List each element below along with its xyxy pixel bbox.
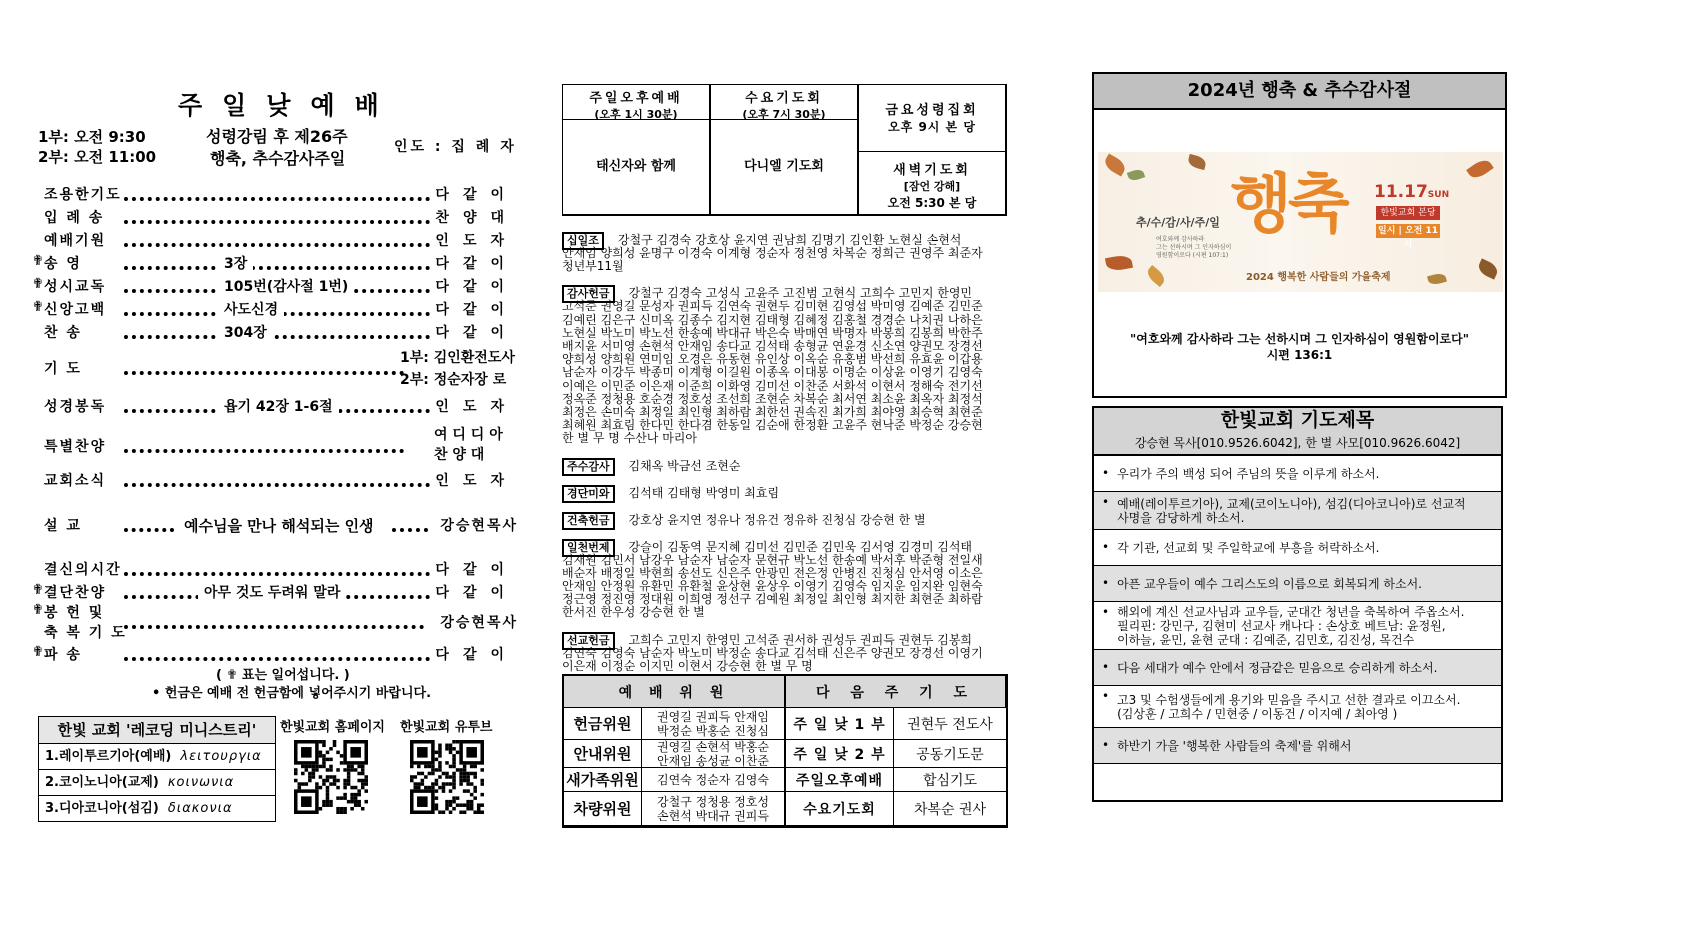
order-detail: 105번(감사절 1번): [218, 276, 354, 296]
stand-icon: ✟: [32, 644, 44, 660]
committee-names: [642, 740, 786, 768]
offering-tag: 주수감사: [562, 458, 615, 476]
committee-name-line: 박정순 박홍순 진청심: [657, 723, 769, 738]
wednesday-header: 수요기도회 (오후 7시 30분): [710, 84, 858, 120]
prayer-person: 권현두 전도사: [894, 708, 1006, 740]
occasion-line-2: 행축, 추수감사주일: [210, 149, 346, 168]
offering-line: [562, 512, 1007, 530]
offering-tag: 경단미와: [562, 485, 615, 503]
offering-names: 노현실 박노미 박노선 한송예 박대규 박은숙 박매연 박명자 박봉희 김봉희 박한주: [562, 325, 983, 340]
committee-names: [642, 792, 786, 826]
sunday-pm-body: 태신자와 함께: [562, 119, 710, 215]
prayer-line: 아픈 교우들이 예수 그리스도의 이름으로 회복되게 하소서.: [1117, 576, 1422, 591]
order-label: 송 영: [44, 256, 82, 272]
order-row-offering: [32, 602, 518, 641]
offering-names: 김재원 김민서 남강우 남순자 남순자 문현규 박노선 한송예 박서후 박준형 전일새: [562, 552, 983, 567]
order-label: 교회소식: [44, 473, 107, 489]
festival-column: [1092, 72, 1507, 832]
prayer-slot: 주 일 낮 2 부: [786, 740, 894, 768]
offering-names: 최혜원 최효림 한다민 한다겸 한동일 김순애 한정환 고윤주 현낙준 박정순 강승현: [562, 418, 983, 433]
order-responsible: 다같이: [431, 582, 518, 602]
offering-line: [562, 432, 1007, 445]
offering-names: 김예린 김은구 신미옥 김종수 김지현 김태형 김혜정 김홍철 경경순 나치권 나하은: [562, 312, 983, 327]
youtube-qr-label: 한빛교회 유투브: [400, 720, 493, 735]
committee-names: [642, 768, 786, 792]
bullet-icon: •: [1102, 660, 1110, 674]
prayer-slot: 수요기도회: [786, 792, 894, 826]
order-label: 결단찬양: [44, 585, 107, 601]
prayer-2: 2부: 정순자장 로: [400, 372, 507, 388]
offering-note: • 헌금은 예배 전 헌금함에 넣어주시기 바랍니다.: [152, 686, 432, 701]
banner-left-text: 추/수/감/사/주/일: [1136, 216, 1220, 229]
prayer-line: 이하늘, 윤민, 윤현 군대 : 김예준, 김민호, 김진성, 목건수: [1117, 632, 1415, 647]
banner-subtitle: 2024 행복한 사람들의 가을축제: [1246, 272, 1391, 283]
committee-left-header: 예 배 위 원: [564, 676, 786, 708]
order-detail: 304장: [218, 322, 273, 342]
dotted-leader: [124, 331, 430, 339]
order-row: [32, 299, 518, 321]
offering-line: [562, 660, 1007, 673]
stand-icon: ✟: [32, 602, 44, 618]
offering-names: 정옥준 정청용 호순경 정호성 조선희 조현순 차복순 최서연 최소윤 최옥자 최정석: [562, 391, 983, 406]
offering-names: 고희수 고민지 한영민 고석준 권서하 권성두 권피득 권현두 김봉희: [628, 632, 973, 647]
committee-name-line: 김연숙 정순자 김영숙: [657, 772, 769, 787]
order-row: [38, 322, 518, 344]
committee-name-line: 권영길 손현석 박홍순: [657, 739, 769, 754]
order-label: 설 교: [44, 518, 82, 534]
dotted-leader: [124, 621, 424, 629]
wednesday-body: 다니엘 기도회: [710, 119, 858, 215]
prayer-item: [1094, 686, 1501, 728]
order-label: 찬 송: [44, 325, 82, 341]
order-row: [32, 276, 518, 298]
bullet-icon: •: [1102, 689, 1110, 703]
offering-tag: 십일조: [562, 232, 604, 250]
banner-small-2: 그는 선하시며 그 인자하심이: [1156, 244, 1232, 251]
prayer-item: [1094, 566, 1501, 602]
dotted-leader: [392, 524, 428, 532]
committee-names: [642, 708, 786, 740]
offering-names: 남순자 이강두 박종미 이계형 이길원 이종옥 이대봉 이명순 이상윤 이영기 김영숙: [562, 365, 983, 380]
committee-role: 안내위원: [564, 740, 642, 768]
prayer-contact: 강승현 목사[010.9526.6042], 한 별 사모[010.9626.6042]: [1094, 432, 1501, 456]
festival-banner: [1098, 152, 1503, 292]
special-2: 찬 양 대: [434, 447, 485, 463]
prayer-item: [1094, 650, 1501, 686]
order-responsible: 다같이: [431, 644, 518, 664]
worship-column: [32, 80, 518, 910]
youtube-qr-code[interactable]: [410, 740, 484, 814]
prayer-line: 각 기관, 선교회 및 주일학교에 부흥을 허락하소서.: [1117, 540, 1380, 555]
prayer-person: 공동기도문: [894, 740, 1006, 768]
offering-names: 강철구 김경숙 강호상 윤지연 권남희 김명기 김인환 노현실 손현석: [617, 233, 962, 247]
offering-tag: 선교헌금: [562, 632, 615, 650]
offering-names: 배순자 배정일 박현희 송선도 신은주 안광민 전은정 안병진 진청심 안서영 이소은: [562, 565, 983, 580]
dotted-leader: [124, 524, 174, 532]
offering-tag: 감사헌금: [562, 285, 615, 303]
stand-icon: ✟: [32, 253, 44, 269]
order-label: 성시교독: [44, 279, 107, 295]
dotted-leader: [124, 193, 430, 201]
service-2-time: 2부: 오전 11:00: [38, 148, 157, 166]
prayer-line: 해외에 계신 선교사님과 교우들, 군대간 청년을 축복하여 주옵소서.: [1117, 604, 1465, 619]
bullet-icon: •: [1102, 540, 1110, 554]
order-label: 결신의시간: [44, 562, 122, 578]
order-responsible: 인도자: [431, 396, 518, 416]
order-row: [38, 207, 518, 229]
offering-names: 김연숙 김영숙 남순자 박노미 박정순 송다교 김석태 신은주 양권모 장경선 이영기: [562, 645, 983, 660]
dotted-leader: [124, 239, 430, 247]
order-label: 조용한기도: [44, 187, 122, 203]
dotted-leader: [124, 367, 404, 375]
service-1-time: 1부: 오전 9:30: [38, 128, 146, 146]
dotted-leader: [124, 653, 430, 661]
prayer-line: 하반기 가을 '행복한 사람들의 축제'를 위해서: [1117, 738, 1352, 753]
order-row: [32, 253, 518, 275]
order-responsible: 다같이: [431, 559, 518, 579]
order-row: [38, 470, 518, 492]
prayer-person: 차복순 권사: [894, 792, 1006, 826]
offering-names: 안재임 안정원 유환민 유환철 윤상현 윤상우 이영기 김영숙 임지운 임지완 임현숙: [562, 579, 983, 593]
offering-line: [562, 247, 1007, 260]
stand-note: ( ✟ 표는 일어섭니다. ): [216, 668, 350, 683]
order-responsible: 다같이: [431, 184, 518, 204]
offering-line: [562, 485, 1007, 503]
order-label: 축 복 기 도: [44, 625, 127, 641]
prayer-slot: 주일오후예배: [786, 768, 894, 792]
order-row: [38, 184, 518, 206]
offering-names: 한 별 무 명 수산나 마리아: [562, 431, 697, 446]
recording-item: 2.코이노니아(교제) κοινωνια: [39, 770, 275, 796]
order-row-prayer: [38, 350, 518, 388]
banner-big-text: 행축: [1230, 167, 1346, 242]
recording-title: 한빛 교회 '레코딩 미니스트리': [39, 717, 275, 744]
offering-line: [562, 458, 1007, 476]
bullet-icon: •: [1102, 738, 1110, 752]
offering-names: 이예은 이민준 이은재 이준희 이화영 김미선 이찬준 서화석 이현서 정해숙 전기선: [562, 378, 983, 393]
prayer-slot: 주 일 낮 1 부: [786, 708, 894, 740]
order-responsible: 다같이: [431, 253, 518, 273]
offering-tag: 건축헌금: [562, 512, 615, 530]
friday-cell: 금요성령집회 오후 9시 본 당: [858, 84, 1006, 152]
committee-name-line: 안재임 송성균 이찬준: [657, 753, 769, 768]
prayer-line: 고3 및 수험생들에게 용기와 믿음을 주시고 선한 결과로 이끄소서.: [1117, 692, 1461, 707]
offering-names: 안재임 양희성 윤명구 이경숙 이계형 정순자 정천영 차복순 정희근 권영주 최준자: [562, 246, 983, 260]
order-label: 신앙고백: [44, 302, 107, 318]
worship-title: 주일낮예배: [178, 91, 399, 120]
bullet-icon: •: [1102, 466, 1110, 480]
banner-small-3: 영원함이로다 (시편 107:1): [1156, 252, 1229, 259]
bullet-icon: •: [1102, 495, 1110, 509]
dawn-prayer-cell: 새벽기도회 [잠언 강해] 오전 5:30 본 당: [858, 151, 1006, 215]
order-row: [32, 582, 518, 604]
dotted-leader: [124, 262, 430, 270]
prayer-item: [1094, 456, 1501, 492]
occasion-line-1: 성령강림 후 제26주: [206, 127, 348, 146]
order-detail: 예수님을 만나 해석되는 인생: [178, 515, 380, 536]
prayer-item: [1094, 530, 1501, 566]
order-row: [38, 396, 518, 418]
committee-name-line: 권영길 권피득 안재임: [657, 709, 769, 724]
offering-names: 강슬이 김동역 문지혜 김미선 김민준 김민욱 김서영 김경미 김석태: [628, 539, 973, 554]
offering-names: 한서진 한우성 강승현 한 별: [562, 605, 705, 620]
order-row: [38, 230, 518, 252]
order-detail: 사도신경: [218, 299, 284, 319]
prayer-line: 사명을 감당하게 하소서.: [1117, 510, 1245, 525]
order-responsible: 다같이: [431, 322, 518, 342]
banner-place: 한빛교회 본당: [1376, 206, 1440, 220]
committee-name-line: 손현석 박대규 권피득: [657, 808, 769, 823]
banner-time: 일시 | 오전 11시: [1378, 226, 1438, 250]
recording-item: 1.레이투르기아(예배) λειτουργια: [39, 744, 275, 770]
offering-names: 양희성 양희원 연미임 오경은 유동현 유인상 이옥순 유홍범 박선희 유효윤 이갑용: [562, 352, 983, 367]
sunday-pm-header: 주일오후예배 (오후 1시 30분): [562, 84, 710, 120]
bullet-icon: •: [1102, 576, 1110, 590]
offering-tag: 일천번제: [562, 539, 615, 557]
prayer-line: 필리핀: 강민구, 김현미 선교사 캐나다 : 손상호 베트남: 윤정원,: [1117, 618, 1446, 633]
recording-item: 3.디아코니아(섬김) διακονια: [45, 801, 233, 816]
stand-icon: ✟: [32, 276, 44, 292]
prayer-item: [1094, 728, 1501, 764]
offering-names: 강호상 윤지연 정유나 정유건 정유하 진청심 강승현 한 별: [628, 512, 926, 527]
offering-pastor: 강승현목사: [440, 615, 518, 631]
festival-verse-ref: 시편 136:1: [1266, 348, 1333, 362]
offering-names: 강철구 김경숙 고성식 고윤주 고진범 고현식 고희수 고민지 한영민: [628, 286, 973, 301]
order-label: 성경봉독: [44, 399, 107, 415]
order-responsible: 인도자: [431, 470, 518, 490]
offering-names: 최정은 손미숙 최정일 최인형 최하람 최한선 권속진 최가희 최야영 최승혁 최현준: [562, 405, 983, 419]
homepage-qr-label: 한빛교회 홈페이지: [280, 720, 385, 735]
dotted-leader: [124, 479, 430, 487]
leader-label: 인도 : 집 례 자: [394, 139, 517, 155]
offering-names: 김석태 김태형 박영미 최효림: [628, 485, 780, 500]
festival-box: [1092, 72, 1507, 398]
dotted-leader: [124, 568, 430, 576]
order-label: 예배기원: [44, 233, 107, 249]
prayer-line: 다음 세대가 예수 안에서 정금같은 믿음으로 승리하게 하소서.: [1117, 660, 1438, 675]
offering-column: [562, 84, 1012, 914]
stand-icon: ✟: [32, 299, 44, 315]
offering-names: 이은재 이정순 이지민 이현서 강승현 한 별 무 명: [562, 658, 813, 673]
prayer-topics-box: [1092, 406, 1503, 802]
order-responsible: 찬양대: [431, 207, 518, 227]
offering-names: 김채옥 박금선 조현순: [628, 458, 741, 473]
stand-icon: ✟: [32, 582, 44, 598]
order-label: 특별찬양: [44, 439, 107, 455]
offering-line: [562, 606, 1007, 619]
sermon-preacher: 강승현목사: [440, 518, 518, 534]
order-detail: 3장: [218, 253, 253, 273]
order-detail: 아무 것도 두려워 말라: [198, 582, 346, 602]
festival-verse: "여호와께 감사하라 그는 선하시며 그 인자하심이 영원함이로다": [1130, 332, 1469, 346]
dotted-leader: [124, 445, 404, 453]
homepage-qr-code[interactable]: [294, 740, 368, 814]
offering-names: 배지윤 서미영 손현석 안재임 송다교 김석태 송형균 연윤경 신소연 양권모 장경선: [562, 339, 983, 353]
banner-date: 11.17SUN: [1374, 182, 1450, 202]
prayer-item: [1094, 602, 1501, 650]
festival-title: 2024년 행축 & 추수감사절: [1094, 74, 1505, 110]
order-responsible: 인도자: [431, 230, 518, 250]
order-row: [38, 559, 518, 581]
prayer-line: 우리가 주의 백성 되어 주님의 뜻을 이루게 하소서.: [1117, 466, 1380, 481]
offering-names: 청년부11월: [562, 259, 624, 274]
banner-small-1: 여호와께 감사하라: [1156, 236, 1205, 243]
order-row: [32, 644, 518, 666]
order-label: 파 송: [44, 647, 82, 663]
order-responsible: 다같이: [431, 276, 518, 296]
prayer-line: (김상훈 / 고희수 / 민현중 / 이동건 / 이지예 / 최아영 ): [1117, 706, 1398, 721]
prayer-1: 1부: 김인환전도사: [400, 350, 515, 366]
offering-names: 정근영 정진영 정대원 이희영 정선구 김예원 최정일 최인형 최지한 최현준 최하람: [562, 592, 983, 607]
order-label: 입 례 송: [44, 210, 105, 226]
order-row-special: [38, 427, 518, 463]
committee-role: 새가족위원: [564, 768, 642, 792]
offering-line: [562, 260, 1007, 273]
offering-names: 고석준 권영길 문성자 권피득 김연숙 권현두 김미현 김영섭 박미영 김예준 김민준: [562, 299, 983, 314]
prayer-person: 합심기도: [894, 768, 1006, 792]
order-responsible: 다같이: [431, 299, 518, 319]
recording-ministry-box: [38, 716, 276, 822]
committee-table: [562, 674, 1008, 828]
bullet-icon: •: [1102, 605, 1110, 619]
committee-role: 차량위원: [564, 792, 642, 826]
order-label: 기 도: [44, 361, 82, 377]
prayer-item: [1094, 492, 1501, 530]
committee-name-line: 강철구 정청용 정호성: [657, 794, 769, 809]
dotted-leader: [124, 216, 430, 224]
committee-role: 헌금위원: [564, 708, 642, 740]
prayer-title: 한빛교회 기도제목: [1094, 408, 1501, 432]
committee-right-header: 다 음 주 기 도: [786, 676, 1006, 708]
prayer-line: 예배(레이투르기아), 교제(코이노니아), 섬김(디아코니아)로 선교적: [1117, 496, 1466, 511]
order-detail: 욥기 42장 1-6절: [218, 396, 339, 416]
order-label: 봉 헌 및: [44, 605, 105, 621]
special-1: 여 디 디 아: [434, 427, 503, 443]
order-row-sermon: [38, 515, 518, 537]
